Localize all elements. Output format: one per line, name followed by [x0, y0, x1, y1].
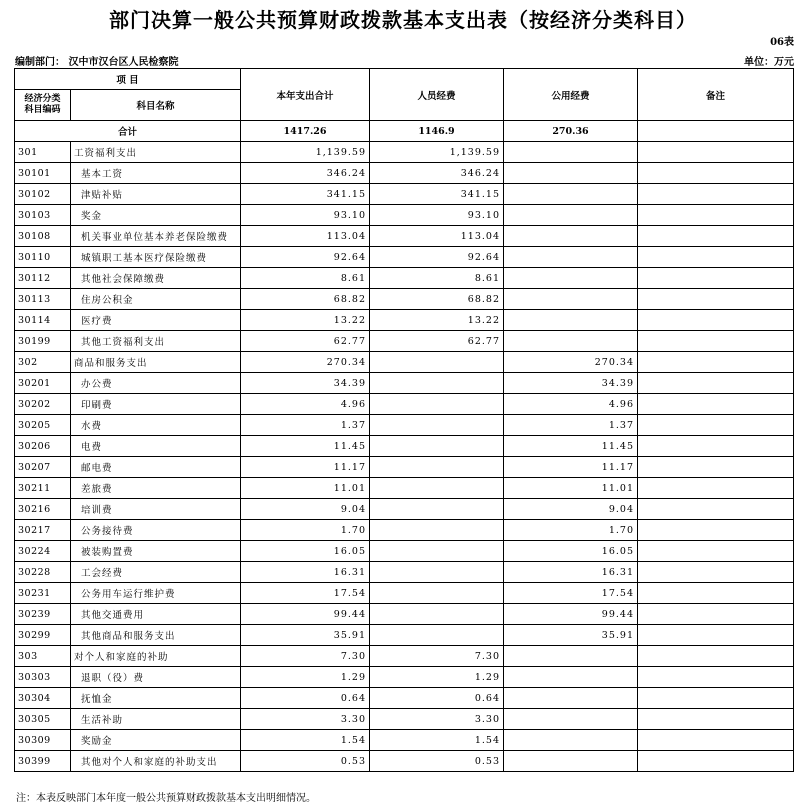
row-remark [638, 436, 794, 457]
row-public [504, 646, 638, 667]
row-remark [638, 163, 794, 184]
table-row [15, 415, 794, 436]
row-name: 培训费 [71, 499, 241, 520]
row-remark [638, 499, 794, 520]
row-code: 30108 [15, 226, 71, 247]
table-row [15, 436, 794, 457]
row-total: 16.05 [241, 541, 370, 562]
table-row [15, 352, 794, 373]
row-personnel [370, 520, 504, 541]
row-personnel [370, 436, 504, 457]
row-remark [638, 142, 794, 163]
row-remark [638, 604, 794, 625]
table-row [15, 289, 794, 310]
row-name: 水费 [71, 415, 241, 436]
table-row [15, 709, 794, 730]
row-remark [638, 688, 794, 709]
row-personnel: 13.22 [370, 310, 504, 331]
row-personnel [370, 373, 504, 394]
total-personnel: 1146.9 [370, 121, 504, 142]
remark-header: 备注 [638, 69, 794, 121]
row-public: 1.70 [504, 520, 638, 541]
row-public [504, 184, 638, 205]
row-code: 30201 [15, 373, 71, 394]
row-public [504, 247, 638, 268]
row-total: 92.64 [241, 247, 370, 268]
public-header: 公用经费 [504, 69, 638, 121]
row-code: 30309 [15, 730, 71, 751]
row-name: 其他商品和服务支出 [71, 625, 241, 646]
table-row [15, 247, 794, 268]
row-code: 30305 [15, 709, 71, 730]
row-name: 机关事业单位基本养老保险缴费 [71, 226, 241, 247]
row-total: 34.39 [241, 373, 370, 394]
row-public: 4.96 [504, 394, 638, 415]
row-name: 电费 [71, 436, 241, 457]
table-row [15, 268, 794, 289]
row-remark [638, 520, 794, 541]
row-code: 30399 [15, 751, 71, 772]
row-personnel: 1.54 [370, 730, 504, 751]
row-name: 办公费 [71, 373, 241, 394]
row-remark [638, 730, 794, 751]
table-row [15, 667, 794, 688]
row-code: 301 [15, 142, 71, 163]
row-code: 30112 [15, 268, 71, 289]
unit-label: 单位：万元 [744, 57, 794, 68]
row-name: 印刷费 [71, 394, 241, 415]
row-code: 30231 [15, 583, 71, 604]
report-title: 部门决算一般公共预算财政拨款基本支出表（按经济分类科目） [109, 8, 697, 32]
table-row [15, 184, 794, 205]
row-name: 其他社会保障缴费 [71, 268, 241, 289]
row-remark [638, 457, 794, 478]
row-public: 35.91 [504, 625, 638, 646]
row-public: 16.31 [504, 562, 638, 583]
row-name: 被装购置费 [71, 541, 241, 562]
row-name: 其他工资福利支出 [71, 331, 241, 352]
row-total: 8.61 [241, 268, 370, 289]
table-row [15, 394, 794, 415]
expenditure-table [14, 68, 794, 772]
row-personnel: 8.61 [370, 268, 504, 289]
row-total: 0.64 [241, 688, 370, 709]
row-total: 11.17 [241, 457, 370, 478]
row-total: 13.22 [241, 310, 370, 331]
row-name: 商品和服务支出 [71, 352, 241, 373]
row-remark [638, 583, 794, 604]
row-remark [638, 331, 794, 352]
row-total: 17.54 [241, 583, 370, 604]
row-public: 11.45 [504, 436, 638, 457]
row-remark [638, 751, 794, 772]
row-name: 津贴补贴 [71, 184, 241, 205]
row-code: 30207 [15, 457, 71, 478]
row-public [504, 205, 638, 226]
row-total: 11.45 [241, 436, 370, 457]
row-public: 11.17 [504, 457, 638, 478]
table-row [15, 646, 794, 667]
row-name: 邮电费 [71, 457, 241, 478]
row-name: 其他对个人和家庭的补助支出 [71, 751, 241, 772]
total-header: 本年支出合计 [241, 69, 370, 121]
row-public [504, 667, 638, 688]
row-total: 68.82 [241, 289, 370, 310]
row-code: 30228 [15, 562, 71, 583]
row-remark [638, 247, 794, 268]
row-code: 30217 [15, 520, 71, 541]
row-public [504, 163, 638, 184]
row-personnel: 346.24 [370, 163, 504, 184]
row-personnel [370, 562, 504, 583]
row-total: 1.70 [241, 520, 370, 541]
row-remark [638, 625, 794, 646]
row-total: 113.04 [241, 226, 370, 247]
row-personnel: 92.64 [370, 247, 504, 268]
row-total: 346.24 [241, 163, 370, 184]
row-personnel: 0.53 [370, 751, 504, 772]
row-personnel [370, 604, 504, 625]
row-total: 1,139.59 [241, 142, 370, 163]
row-code: 30102 [15, 184, 71, 205]
row-name: 差旅费 [71, 478, 241, 499]
row-remark [638, 667, 794, 688]
row-name: 工资福利支出 [71, 142, 241, 163]
row-personnel: 62.77 [370, 331, 504, 352]
table-row [15, 373, 794, 394]
table-row [15, 226, 794, 247]
row-code: 30239 [15, 604, 71, 625]
table-row [15, 478, 794, 499]
code-header: 经济分类 科目编码 [15, 90, 71, 121]
row-remark [638, 184, 794, 205]
row-remark [638, 226, 794, 247]
row-personnel [370, 541, 504, 562]
row-total: 35.91 [241, 625, 370, 646]
row-remark [638, 394, 794, 415]
row-code: 30103 [15, 205, 71, 226]
item-header: 项 目 [15, 69, 241, 90]
row-remark [638, 310, 794, 331]
row-code: 30304 [15, 688, 71, 709]
row-total: 7.30 [241, 646, 370, 667]
table-row [15, 583, 794, 604]
row-public [504, 226, 638, 247]
row-public [504, 688, 638, 709]
row-public: 11.01 [504, 478, 638, 499]
row-name: 工会经费 [71, 562, 241, 583]
row-name: 抚恤金 [71, 688, 241, 709]
row-public [504, 289, 638, 310]
row-public [504, 730, 638, 751]
row-public: 17.54 [504, 583, 638, 604]
table-number: 06表 [770, 37, 794, 48]
row-public [504, 709, 638, 730]
row-total: 99.44 [241, 604, 370, 625]
row-personnel [370, 478, 504, 499]
row-total: 9.04 [241, 499, 370, 520]
row-code: 30114 [15, 310, 71, 331]
table-row [15, 688, 794, 709]
row-name: 基本工资 [71, 163, 241, 184]
row-total: 16.31 [241, 562, 370, 583]
row-code: 30110 [15, 247, 71, 268]
row-name: 对个人和家庭的补助 [71, 646, 241, 667]
row-remark [638, 205, 794, 226]
footnote: 注：本表反映部门本年度一般公共预算财政拨款基本支出明细情况。 [16, 793, 316, 804]
row-personnel [370, 457, 504, 478]
row-total: 93.10 [241, 205, 370, 226]
row-personnel: 341.15 [370, 184, 504, 205]
row-total: 1.37 [241, 415, 370, 436]
row-code: 30224 [15, 541, 71, 562]
row-personnel [370, 499, 504, 520]
row-personnel [370, 625, 504, 646]
row-public [504, 310, 638, 331]
table-row [15, 163, 794, 184]
row-public: 99.44 [504, 604, 638, 625]
table-row [15, 520, 794, 541]
row-remark [638, 268, 794, 289]
row-total: 11.01 [241, 478, 370, 499]
row-total: 0.53 [241, 751, 370, 772]
row-code: 303 [15, 646, 71, 667]
row-total: 1.29 [241, 667, 370, 688]
row-name: 医疗费 [71, 310, 241, 331]
row-personnel: 1,139.59 [370, 142, 504, 163]
row-name: 退职（役）费 [71, 667, 241, 688]
row-personnel: 3.30 [370, 709, 504, 730]
total-label: 合计 [15, 121, 241, 142]
row-public [504, 331, 638, 352]
table-row [15, 142, 794, 163]
total-row [15, 121, 794, 142]
table-row [15, 499, 794, 520]
row-code: 30206 [15, 436, 71, 457]
row-name: 生活补助 [71, 709, 241, 730]
row-personnel: 113.04 [370, 226, 504, 247]
row-personnel [370, 352, 504, 373]
table-row [15, 541, 794, 562]
table-row [15, 751, 794, 772]
row-code: 30113 [15, 289, 71, 310]
department-label: 编制部门： 汉中市汉台区人民检察院 [15, 57, 179, 68]
row-personnel: 68.82 [370, 289, 504, 310]
row-public [504, 142, 638, 163]
row-code: 30211 [15, 478, 71, 499]
table-row [15, 310, 794, 331]
row-remark [638, 541, 794, 562]
row-public [504, 751, 638, 772]
row-total: 3.30 [241, 709, 370, 730]
personnel-header: 人员经费 [370, 69, 504, 121]
row-remark [638, 415, 794, 436]
row-code: 30199 [15, 331, 71, 352]
name-header: 科目名称 [71, 90, 241, 121]
row-remark [638, 289, 794, 310]
row-remark [638, 709, 794, 730]
table-row [15, 730, 794, 751]
row-remark [638, 562, 794, 583]
row-remark [638, 478, 794, 499]
row-total: 341.15 [241, 184, 370, 205]
row-public: 16.05 [504, 541, 638, 562]
row-public: 34.39 [504, 373, 638, 394]
row-code: 30101 [15, 163, 71, 184]
table-row [15, 562, 794, 583]
total-public: 270.36 [504, 121, 638, 142]
row-name: 奖金 [71, 205, 241, 226]
row-name: 公务用车运行维护费 [71, 583, 241, 604]
row-personnel: 1.29 [370, 667, 504, 688]
total-amount: 1417.26 [241, 121, 370, 142]
row-personnel [370, 415, 504, 436]
row-code: 30299 [15, 625, 71, 646]
row-personnel [370, 583, 504, 604]
row-personnel: 0.64 [370, 688, 504, 709]
row-personnel: 7.30 [370, 646, 504, 667]
row-remark [638, 373, 794, 394]
row-name: 住房公积金 [71, 289, 241, 310]
row-total: 1.54 [241, 730, 370, 751]
row-public: 9.04 [504, 499, 638, 520]
row-total: 62.77 [241, 331, 370, 352]
header-row-1 [15, 69, 794, 90]
table-row [15, 625, 794, 646]
row-code: 302 [15, 352, 71, 373]
row-name: 其他交通费用 [71, 604, 241, 625]
row-personnel: 93.10 [370, 205, 504, 226]
row-code: 30303 [15, 667, 71, 688]
row-public [504, 268, 638, 289]
total-remark [638, 121, 794, 142]
row-code: 30202 [15, 394, 71, 415]
row-public: 1.37 [504, 415, 638, 436]
row-personnel [370, 394, 504, 415]
row-total: 270.34 [241, 352, 370, 373]
row-public: 270.34 [504, 352, 638, 373]
row-name: 城镇职工基本医疗保险缴费 [71, 247, 241, 268]
row-remark [638, 352, 794, 373]
row-name: 奖励金 [71, 730, 241, 751]
row-total: 4.96 [241, 394, 370, 415]
table-row [15, 205, 794, 226]
table-row [15, 331, 794, 352]
row-code: 30216 [15, 499, 71, 520]
table-row [15, 457, 794, 478]
row-remark [638, 646, 794, 667]
table-row [15, 604, 794, 625]
row-name: 公务接待费 [71, 520, 241, 541]
row-code: 30205 [15, 415, 71, 436]
